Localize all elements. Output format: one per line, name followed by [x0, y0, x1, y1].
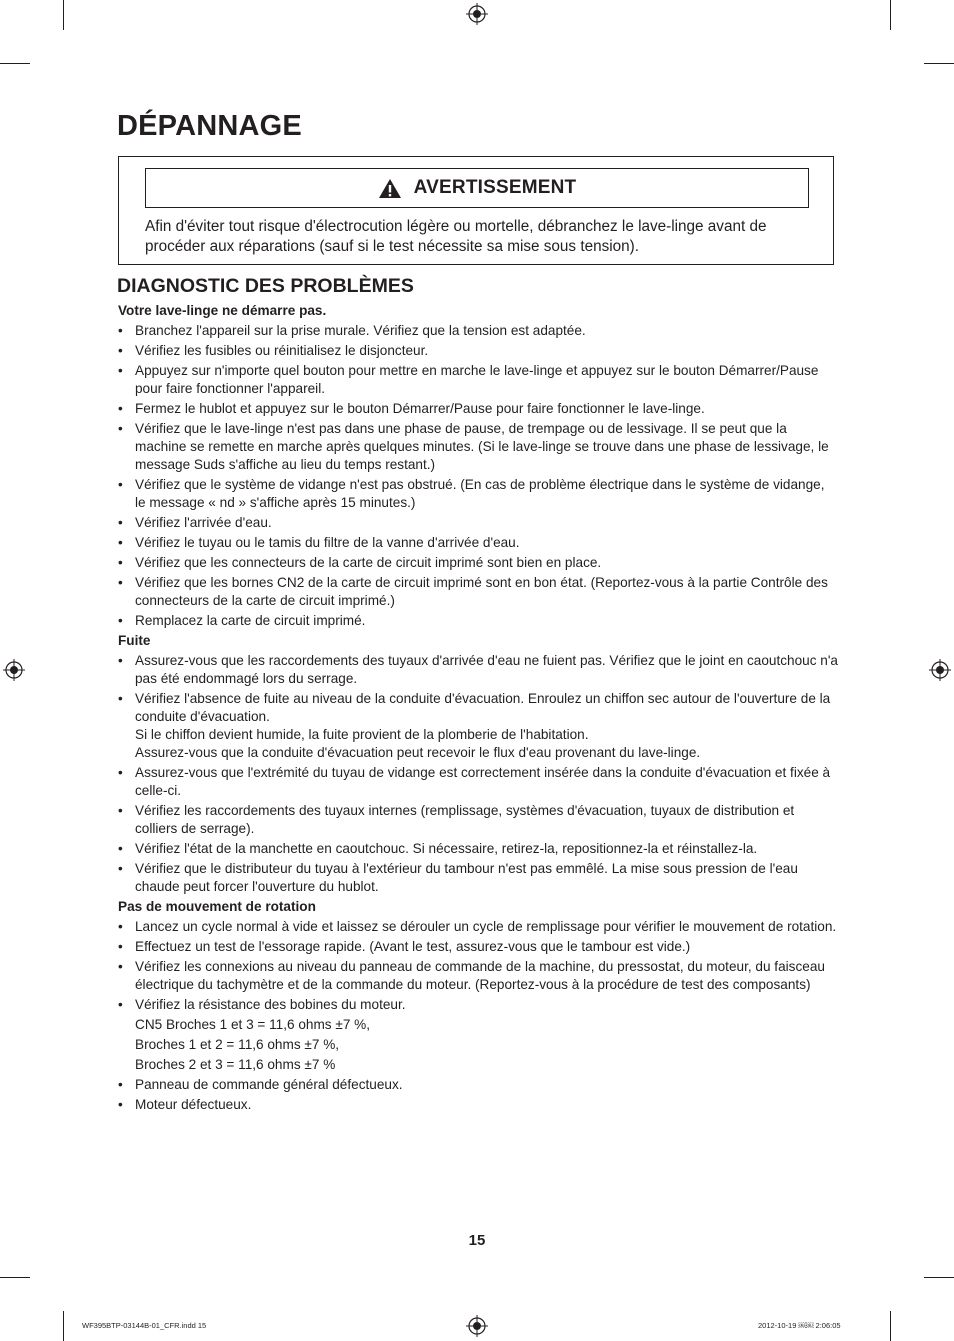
list-item: • Appuyez sur n'importe quel bouton pour mettre en marche le lave-linge et appuyez sur le bouton Démarrer/Pause pour faire fonctionner l'appareil. [118, 362, 838, 398]
warning-text: Afin d'éviter tout risque d'électrocution légère ou mortelle, débranchez le lave-linge avant de procéder aux réparations (sauf si le test nécessite sa mise sous tension). [145, 218, 767, 255]
registration-mark-icon [466, 1315, 488, 1337]
list-item: • Vérifiez le tuyau ou le tamis du filtre de la vanne d'arrivée d'eau. [118, 534, 838, 552]
page-title: DÉPANNAGE [117, 110, 302, 142]
list-item-text: Vérifiez l'absence de fuite au niveau de la conduite d'évacuation. Enroulez un chiffon sec autour de l'ouverture de la conduite d'évacuation. [135, 691, 831, 724]
list-item: • Assurez-vous que les raccordements des tuyaux d'arrivée d'eau ne fuient pas. Vérifiez que le joint en caoutchouc n'a pas été endommagé lors du serrage. [118, 652, 838, 688]
footer-file-info: WF395BTP-03144B-01_CFR.indd 15 [82, 1321, 207, 1330]
crop-mark [63, 0, 64, 30]
list-item: • Assurez-vous que l'extrémité du tuyau de vidange est correctement insérée dans la conduite d'évacuation et fixée à celle-ci. [118, 764, 838, 800]
registration-mark-icon [466, 3, 488, 25]
list-item: • Vérifiez les raccordements des tuyaux internes (remplissage, systèmes d'évacuation, tuyaux de distribution et colliers de serrage). [118, 802, 838, 838]
item-list [118, 1076, 838, 1114]
diagnostic-content [118, 302, 838, 1116]
crop-mark [0, 1277, 30, 1278]
footer-timestamp: 2012-10-19 ￼￼ 2:06:05 [758, 1321, 841, 1330]
list-item: • Vérifiez que les bornes CN2 de la carte de circuit imprimé sont en bon état. (Reportez-vous à la partie Contrôle des connecteurs de la carte de circuit imprimé.) [118, 574, 838, 610]
item-list [118, 322, 838, 630]
list-item: • Vérifiez les fusibles ou réinitialisez le disjoncteur. [118, 342, 838, 360]
list-item: • Vérifiez l'état de la manchette en caoutchouc. Si nécessaire, retirez-la, repositionnez-la et réinstallez-la. [118, 840, 838, 858]
warning-header [145, 168, 809, 208]
list-item: • Remplacez la carte de circuit imprimé. [118, 612, 838, 630]
list-item: • Panneau de commande général défectueux. [118, 1076, 838, 1094]
item-list [118, 652, 838, 896]
warning-box [118, 156, 834, 265]
crop-mark [0, 63, 30, 64]
crop-mark [890, 1311, 891, 1341]
list-item: • Branchez l'appareil sur la prise murale. Vérifiez que la tension est adaptée. [118, 322, 838, 340]
list-item: • Vérifiez la résistance des bobines du moteur. [118, 996, 838, 1014]
list-item: • Fermez le hublot et appuyez sur le bouton Démarrer/Pause pour faire fonctionner le lave-linge. [118, 400, 838, 418]
list-item-continuation: Assurez-vous que la conduite d'évacuation peut recevoir le flux d'eau provenant du lave-linge. [135, 745, 701, 760]
warning-title: AVERTISSEMENT [413, 177, 577, 198]
list-item: • Vérifiez que le système de vidange n'est pas obstrué. (En cas de problème électrique dans le système de vidange, le message « nd » s'affiche après 15 minutes.) [118, 476, 838, 512]
crop-mark [63, 1311, 64, 1341]
subsection-heading: Pas de mouvement de rotation [118, 899, 316, 914]
list-item: • Lancez un cycle normal à vide et laissez se dérouler un cycle de remplissage pour vérifier le mouvement de rotation. [118, 918, 838, 936]
list-item: • Vérifiez les connexions au niveau du panneau de commande de la machine, du pressostat, du moteur, du faisceau électrique du tachymètre et de la commande du moteur. (Reportez-vous à la procédure de test des composants) [118, 958, 838, 994]
list-item: • Vérifiez que les connecteurs de la carte de circuit imprimé sont bien en place. [118, 554, 838, 572]
diagnostic-title: DIAGNOSTIC DES PROBLÈMES [117, 275, 414, 297]
page-number: 15 [468, 1232, 486, 1249]
crop-mark [924, 1277, 954, 1278]
crop-mark [924, 63, 954, 64]
resistance-value: CN5 Broches 1 et 3 = 11,6 ohms ±7 %, [135, 1017, 371, 1032]
list-item: • Vérifiez que le lave-linge n'est pas dans une phase de pause, de trempage ou de lessivage. Il se peut que la machine se remette en marche après quelques minutes. (Si le lave-linge se trouve dans une phase de lessivage, le message Suds s'affiche au lieu du temps restant.) [118, 420, 838, 474]
list-item [118, 690, 838, 762]
list-item: • Vérifiez que le distributeur du tuyau à l'extérieur du tambour n'est pas emmêlé. La mise sous pression de l'eau chaude peut forcer l'ouverture du hublot. [118, 860, 838, 896]
crop-mark [890, 0, 891, 30]
subsection-heading: Votre lave-linge ne démarre pas. [118, 303, 327, 318]
registration-mark-icon [929, 659, 951, 681]
resistance-value: Broches 1 et 2 = 11,6 ohms ±7 %, [135, 1037, 340, 1052]
list-item-continuation: Si le chiffon devient humide, la fuite provient de la plomberie de l'habitation. [135, 727, 589, 742]
warning-triangle-icon [378, 178, 402, 199]
registration-mark-icon [3, 659, 25, 681]
list-item: • Moteur défectueux. [118, 1096, 838, 1114]
resistance-value: Broches 2 et 3 = 11,6 ohms ±7 % [135, 1057, 336, 1072]
list-item: • Effectuez un test de l'essorage rapide. (Avant le test, assurez-vous que le tambour est vide.) [118, 938, 838, 956]
item-list [118, 918, 838, 1014]
list-item: • Vérifiez l'arrivée d'eau. [118, 514, 838, 532]
subsection-heading: Fuite [118, 633, 151, 648]
